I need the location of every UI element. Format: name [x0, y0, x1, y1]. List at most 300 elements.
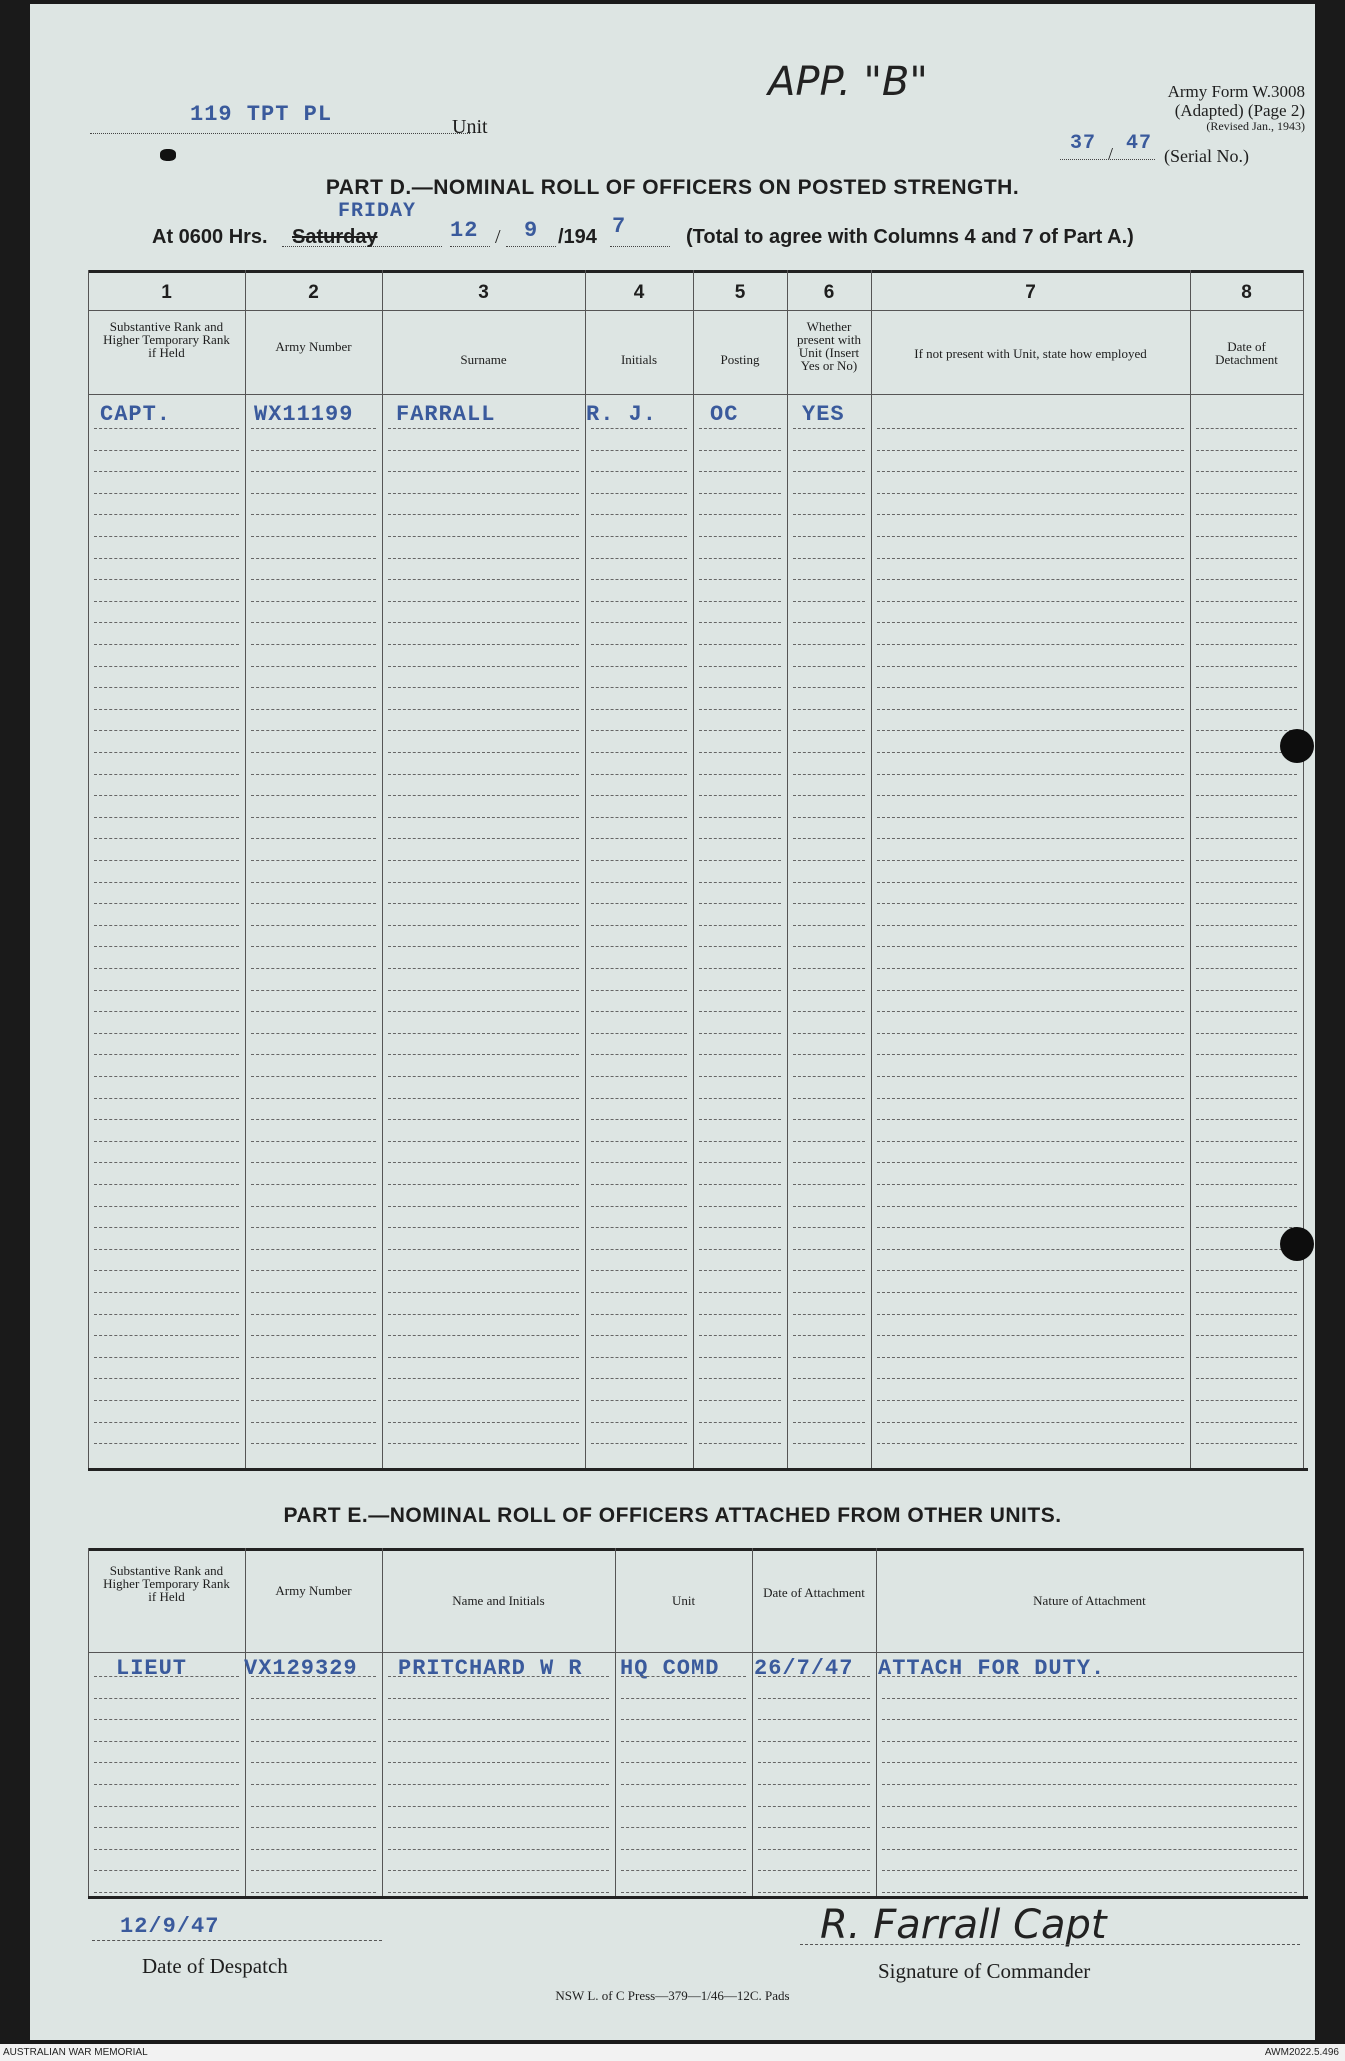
form-number: Army Form W.3008 — [1167, 82, 1305, 101]
ruled-line — [251, 1335, 376, 1336]
ruled-line — [94, 1119, 239, 1120]
ruled-line — [877, 730, 1184, 731]
ruled-line — [1196, 1314, 1297, 1315]
ruled-line — [94, 1806, 239, 1807]
ruled-line — [251, 860, 376, 861]
ruled-line — [591, 1054, 687, 1055]
form-page — [30, 4, 1315, 2040]
ruled-line — [94, 1400, 239, 1401]
ruled-line — [591, 1162, 687, 1163]
ruled-line — [591, 536, 687, 537]
ruled-line — [388, 428, 579, 429]
ruled-line — [699, 709, 781, 710]
ruled-line — [621, 1849, 746, 1850]
ruled-line — [1196, 1292, 1297, 1293]
part-d-col-div-5 — [787, 270, 788, 1468]
ruled-line — [251, 1141, 376, 1142]
ruled-line — [591, 1249, 687, 1250]
ruled-line — [793, 1443, 865, 1444]
ruled-line — [94, 1076, 239, 1077]
ruled-line — [793, 1011, 865, 1012]
ruled-line — [1196, 730, 1297, 731]
ruled-line — [877, 925, 1184, 926]
ruled-line — [699, 666, 781, 667]
ruled-line — [388, 450, 579, 451]
ruled-line — [877, 1184, 1184, 1185]
ruled-line — [699, 601, 781, 602]
e-cell-rank: LIEUT — [116, 1656, 188, 1681]
ruled-line — [1196, 1357, 1297, 1358]
ruled-line — [1196, 946, 1297, 947]
ruled-line — [699, 1249, 781, 1250]
ruled-line — [251, 882, 376, 883]
ruled-line — [699, 925, 781, 926]
ruled-line — [94, 990, 239, 991]
at-hours-label: At 0600 Hrs. — [152, 226, 268, 248]
ruled-line — [793, 1033, 865, 1034]
ruled-line — [251, 471, 376, 472]
part-d-col-div-7 — [1190, 270, 1191, 1468]
ruled-line — [94, 514, 239, 515]
col-number-8: 8 — [1241, 282, 1252, 303]
ruled-line — [94, 1762, 239, 1763]
ruled-line — [251, 1784, 376, 1785]
ruled-line — [388, 644, 579, 645]
ruled-line — [699, 1335, 781, 1336]
ruled-line — [793, 471, 865, 472]
ruled-line — [1196, 514, 1297, 515]
appendix-mark: APP. "B" — [768, 59, 928, 105]
ruled-line — [793, 1314, 865, 1315]
ruled-line — [591, 1443, 687, 1444]
form-reference — [1090, 82, 1305, 133]
ruled-line — [699, 1227, 781, 1228]
ruled-line — [388, 795, 579, 796]
col-header-initials: Initials — [620, 352, 658, 367]
e-header-unit: Unit — [671, 1593, 696, 1608]
ruled-line — [94, 666, 239, 667]
ruled-line — [591, 450, 687, 451]
form-revised: (Revised Jan., 1943) — [1206, 119, 1305, 133]
ruled-line — [793, 730, 865, 731]
ruled-line — [758, 1784, 870, 1785]
ruled-line — [591, 1119, 687, 1120]
ruled-line — [621, 1698, 746, 1699]
ruled-line — [591, 1184, 687, 1185]
ruled-line — [388, 817, 579, 818]
ruled-line — [758, 1719, 870, 1720]
ruled-line — [591, 774, 687, 775]
ruled-line — [251, 1762, 376, 1763]
serial-b: 47 — [1126, 132, 1153, 155]
ruled-line — [699, 838, 781, 839]
ruled-line — [591, 709, 687, 710]
ruled-line — [388, 1849, 609, 1850]
ruled-line — [699, 579, 781, 580]
ruled-line — [793, 666, 865, 667]
ruled-line — [94, 471, 239, 472]
part-d-top-rule — [88, 270, 1303, 273]
ruled-line — [758, 1741, 870, 1742]
ruled-line — [94, 1827, 239, 1828]
ruled-line — [388, 1184, 579, 1185]
ruled-line — [793, 817, 865, 818]
ruled-line — [1196, 882, 1297, 883]
col-number-4: 4 — [633, 282, 645, 303]
ruled-line — [591, 795, 687, 796]
ruled-line — [699, 1011, 781, 1012]
ruled-line — [388, 1784, 609, 1785]
ruled-line — [793, 579, 865, 580]
ruled-line — [94, 1033, 239, 1034]
ruled-line — [94, 968, 239, 969]
ruled-line — [793, 1422, 865, 1423]
col-header-rank: Substantive Rank and Higher Temporary Rank if Held — [103, 319, 230, 360]
ruled-line — [1196, 1162, 1297, 1163]
ruled-line — [1196, 1335, 1297, 1336]
ruled-line — [699, 1076, 781, 1077]
year-suffix: 7 — [612, 214, 627, 239]
ruled-line — [591, 1033, 687, 1034]
col-number-2: 2 — [308, 282, 319, 303]
ruled-line — [877, 1422, 1184, 1423]
part-d-col-div-6 — [871, 270, 872, 1468]
ruled-line — [388, 1270, 579, 1271]
ruled-line — [793, 752, 865, 753]
day-typed: FRIDAY — [338, 200, 417, 223]
ruled-line — [621, 1827, 746, 1828]
e-header-name: Name and Initials — [452, 1593, 545, 1608]
ruled-line — [591, 882, 687, 883]
ruled-line — [882, 1892, 1297, 1893]
ruled-line — [591, 1335, 687, 1336]
ruled-line — [94, 709, 239, 710]
ruled-line — [877, 1443, 1184, 1444]
ruled-line — [699, 752, 781, 753]
ruled-line — [388, 493, 579, 494]
ruled-line — [1196, 990, 1297, 991]
despatch-line — [92, 1940, 382, 1941]
ruled-line — [591, 860, 687, 861]
ruled-line — [388, 1741, 609, 1742]
ruled-line — [388, 1357, 579, 1358]
ruled-line — [1196, 1422, 1297, 1423]
printer-imprint: NSW L. of C Press—379—1/46—12C. Pads — [555, 1988, 790, 2003]
ruled-line — [591, 1357, 687, 1358]
ruled-line — [882, 1827, 1297, 1828]
ruled-line — [877, 1076, 1184, 1077]
ruled-line — [591, 1141, 687, 1142]
part-d-col-div-3 — [585, 270, 586, 1468]
ruled-line — [877, 1249, 1184, 1250]
ruled-line — [699, 536, 781, 537]
ruled-line — [793, 450, 865, 451]
cell-army-number: WX11199 — [254, 402, 354, 427]
ruled-line — [699, 1033, 781, 1034]
ruled-line — [94, 428, 239, 429]
ruled-line — [94, 730, 239, 731]
ruled-line — [388, 1314, 579, 1315]
ruled-line — [877, 1335, 1184, 1336]
ruled-line — [699, 644, 781, 645]
ruled-line — [388, 1806, 609, 1807]
ruled-line — [251, 1314, 376, 1315]
ruled-line — [388, 514, 579, 515]
ruled-line — [1196, 428, 1297, 429]
ruled-line — [388, 1033, 579, 1034]
ruled-line — [699, 1357, 781, 1358]
ruled-line — [793, 1249, 865, 1250]
ruled-line — [251, 687, 376, 688]
ruled-line — [591, 493, 687, 494]
year-prefix: /194 — [558, 226, 597, 248]
ruled-line — [793, 1162, 865, 1163]
e-cell-name: PRITCHARD W R — [398, 1656, 583, 1681]
ruled-line — [793, 1400, 865, 1401]
ruled-line — [1196, 903, 1297, 904]
ruled-line — [699, 1206, 781, 1207]
ruled-line — [1196, 536, 1297, 537]
total-note: (Total to agree with Columns 4 and 7 of Part A.) — [686, 226, 1134, 248]
ruled-line — [877, 428, 1184, 429]
day-number: 12 — [450, 218, 479, 243]
ruled-line — [251, 1249, 376, 1250]
ruled-line — [591, 687, 687, 688]
ruled-line — [877, 1119, 1184, 1120]
ruled-line — [793, 1119, 865, 1120]
ruled-line — [94, 687, 239, 688]
ruled-line — [877, 946, 1184, 947]
ruled-line — [94, 903, 239, 904]
ruled-line — [699, 493, 781, 494]
ruled-line — [1196, 471, 1297, 472]
day-number-line — [450, 222, 490, 247]
unit-value: 119 TPT PL — [190, 102, 333, 127]
ruled-line — [591, 730, 687, 731]
ruled-line — [591, 471, 687, 472]
ruled-line — [793, 1098, 865, 1099]
ruled-line — [94, 774, 239, 775]
ruled-line — [251, 622, 376, 623]
ruled-line — [1196, 1119, 1297, 1120]
ruled-line — [1196, 579, 1297, 580]
unit-label: Unit — [452, 116, 488, 138]
ruled-line — [882, 1849, 1297, 1850]
ruled-line — [793, 601, 865, 602]
ruled-line — [877, 622, 1184, 623]
ruled-line — [388, 1011, 579, 1012]
ruled-line — [699, 1443, 781, 1444]
ruled-line — [251, 1206, 376, 1207]
ruled-line — [251, 1119, 376, 1120]
year-line — [610, 222, 670, 247]
ruled-line — [877, 450, 1184, 451]
ruled-line — [591, 1378, 687, 1379]
ruled-line — [251, 514, 376, 515]
ruled-line — [699, 1270, 781, 1271]
signature-line — [800, 1944, 1300, 1945]
ruled-line — [793, 1206, 865, 1207]
ruled-line — [1196, 838, 1297, 839]
ruled-line — [793, 990, 865, 991]
ruled-line — [251, 1422, 376, 1423]
ruled-line — [793, 1054, 865, 1055]
ruled-line — [793, 536, 865, 537]
ruled-line — [94, 860, 239, 861]
part-d-col-div-4 — [693, 270, 694, 1468]
ruled-line — [251, 1806, 376, 1807]
ruled-line — [251, 1227, 376, 1228]
ruled-line — [591, 1314, 687, 1315]
ruled-line — [251, 903, 376, 904]
ruled-line — [621, 1741, 746, 1742]
ruled-line — [591, 1292, 687, 1293]
ruled-line — [699, 471, 781, 472]
ruled-line — [1196, 1141, 1297, 1142]
ruled-line — [94, 536, 239, 537]
ruled-line — [388, 1698, 609, 1699]
ruled-line — [1196, 1378, 1297, 1379]
ruled-line — [699, 795, 781, 796]
ruled-line — [388, 774, 579, 775]
part-e-bottom-rule — [88, 1896, 1308, 1899]
ruled-line — [591, 752, 687, 753]
serial-line — [1060, 144, 1155, 160]
ruled-line — [251, 968, 376, 969]
ruled-line — [388, 1422, 579, 1423]
ruled-line — [793, 774, 865, 775]
ruled-line — [591, 1098, 687, 1099]
ruled-line — [388, 1827, 609, 1828]
ruled-line — [793, 903, 865, 904]
ruled-line — [591, 1206, 687, 1207]
ruled-line — [251, 1076, 376, 1077]
ruled-line — [877, 1314, 1184, 1315]
ruled-line — [388, 536, 579, 537]
ruled-line — [1196, 1270, 1297, 1271]
ruled-line — [388, 838, 579, 839]
ruled-line — [388, 1141, 579, 1142]
ruled-line — [793, 709, 865, 710]
cell-surname: FARRALL — [396, 402, 496, 427]
ruled-line — [251, 1270, 376, 1271]
commander-signature: R. Farrall Capt — [820, 1902, 1107, 1948]
ruled-line — [882, 1784, 1297, 1785]
ruled-line — [94, 795, 239, 796]
ruled-line — [1196, 1054, 1297, 1055]
ruled-line — [251, 601, 376, 602]
ruled-line — [699, 860, 781, 861]
ruled-line — [388, 1443, 579, 1444]
ruled-line — [1196, 493, 1297, 494]
ruled-line — [758, 1806, 870, 1807]
ruled-line — [251, 925, 376, 926]
ruled-line — [388, 1249, 579, 1250]
ruled-line — [1196, 622, 1297, 623]
ruled-line — [882, 1806, 1297, 1807]
ruled-line — [877, 493, 1184, 494]
e-header-army-number: Army Number — [275, 1583, 352, 1598]
ruled-line — [388, 1098, 579, 1099]
ruled-line — [388, 1292, 579, 1293]
part-d-bottom-rule — [88, 1468, 1308, 1471]
ruled-line — [94, 1206, 239, 1207]
ruled-line — [793, 1184, 865, 1185]
ruled-line — [877, 968, 1184, 969]
ruled-line — [591, 968, 687, 969]
ruled-line — [882, 1676, 1297, 1677]
ruled-line — [1196, 1227, 1297, 1228]
ruled-line — [877, 838, 1184, 839]
cell-initials: R. J. — [586, 402, 658, 427]
part-e-col-div-4 — [752, 1548, 753, 1896]
ruled-line — [94, 1292, 239, 1293]
ruled-line — [94, 838, 239, 839]
serial-a: 37 — [1070, 132, 1097, 155]
serial-label: (Serial No.) — [1164, 146, 1249, 166]
ruled-line — [699, 1378, 781, 1379]
ruled-line — [94, 1184, 239, 1185]
ruled-line — [877, 903, 1184, 904]
ruled-line — [591, 990, 687, 991]
ruled-line — [1196, 1206, 1297, 1207]
ruled-line — [793, 644, 865, 645]
ruled-line — [877, 709, 1184, 710]
punch-hole-upper — [1280, 729, 1314, 763]
ruled-line — [1196, 774, 1297, 775]
ruled-line — [621, 1892, 746, 1893]
ruled-line — [877, 882, 1184, 883]
ruled-line — [388, 860, 579, 861]
date-slash-1: / — [495, 226, 501, 248]
ruled-line — [388, 471, 579, 472]
ruled-line — [94, 1357, 239, 1358]
ruled-line — [793, 1357, 865, 1358]
ruled-line — [388, 601, 579, 602]
ruled-line — [94, 1270, 239, 1271]
ruled-line — [388, 1762, 609, 1763]
ruled-line — [251, 1870, 376, 1871]
ruled-line — [591, 838, 687, 839]
ruled-line — [251, 1054, 376, 1055]
ruled-line — [699, 1141, 781, 1142]
ruled-line — [251, 990, 376, 991]
ruled-line — [251, 709, 376, 710]
ruled-line — [699, 1314, 781, 1315]
ruled-line — [94, 882, 239, 883]
signature-label: Signature of Commander — [878, 1959, 1091, 1983]
ruled-line — [94, 622, 239, 623]
part-e-col-edge-left — [88, 1548, 89, 1896]
ruled-line — [388, 579, 579, 580]
ruled-line — [94, 1378, 239, 1379]
ruled-line — [699, 450, 781, 451]
ruled-line — [877, 860, 1184, 861]
ruled-line — [388, 1400, 579, 1401]
ruled-line — [251, 1676, 376, 1677]
ruled-line — [251, 558, 376, 559]
ruled-line — [699, 990, 781, 991]
ruled-line — [793, 882, 865, 883]
ruled-line — [699, 428, 781, 429]
ruled-line — [621, 1719, 746, 1720]
ruled-line — [793, 946, 865, 947]
ruled-line — [793, 1335, 865, 1336]
part-e-col-div-1 — [245, 1548, 246, 1896]
part-d-col-div-1 — [245, 270, 246, 1468]
ruled-line — [1196, 1184, 1297, 1185]
ruled-line — [388, 1206, 579, 1207]
